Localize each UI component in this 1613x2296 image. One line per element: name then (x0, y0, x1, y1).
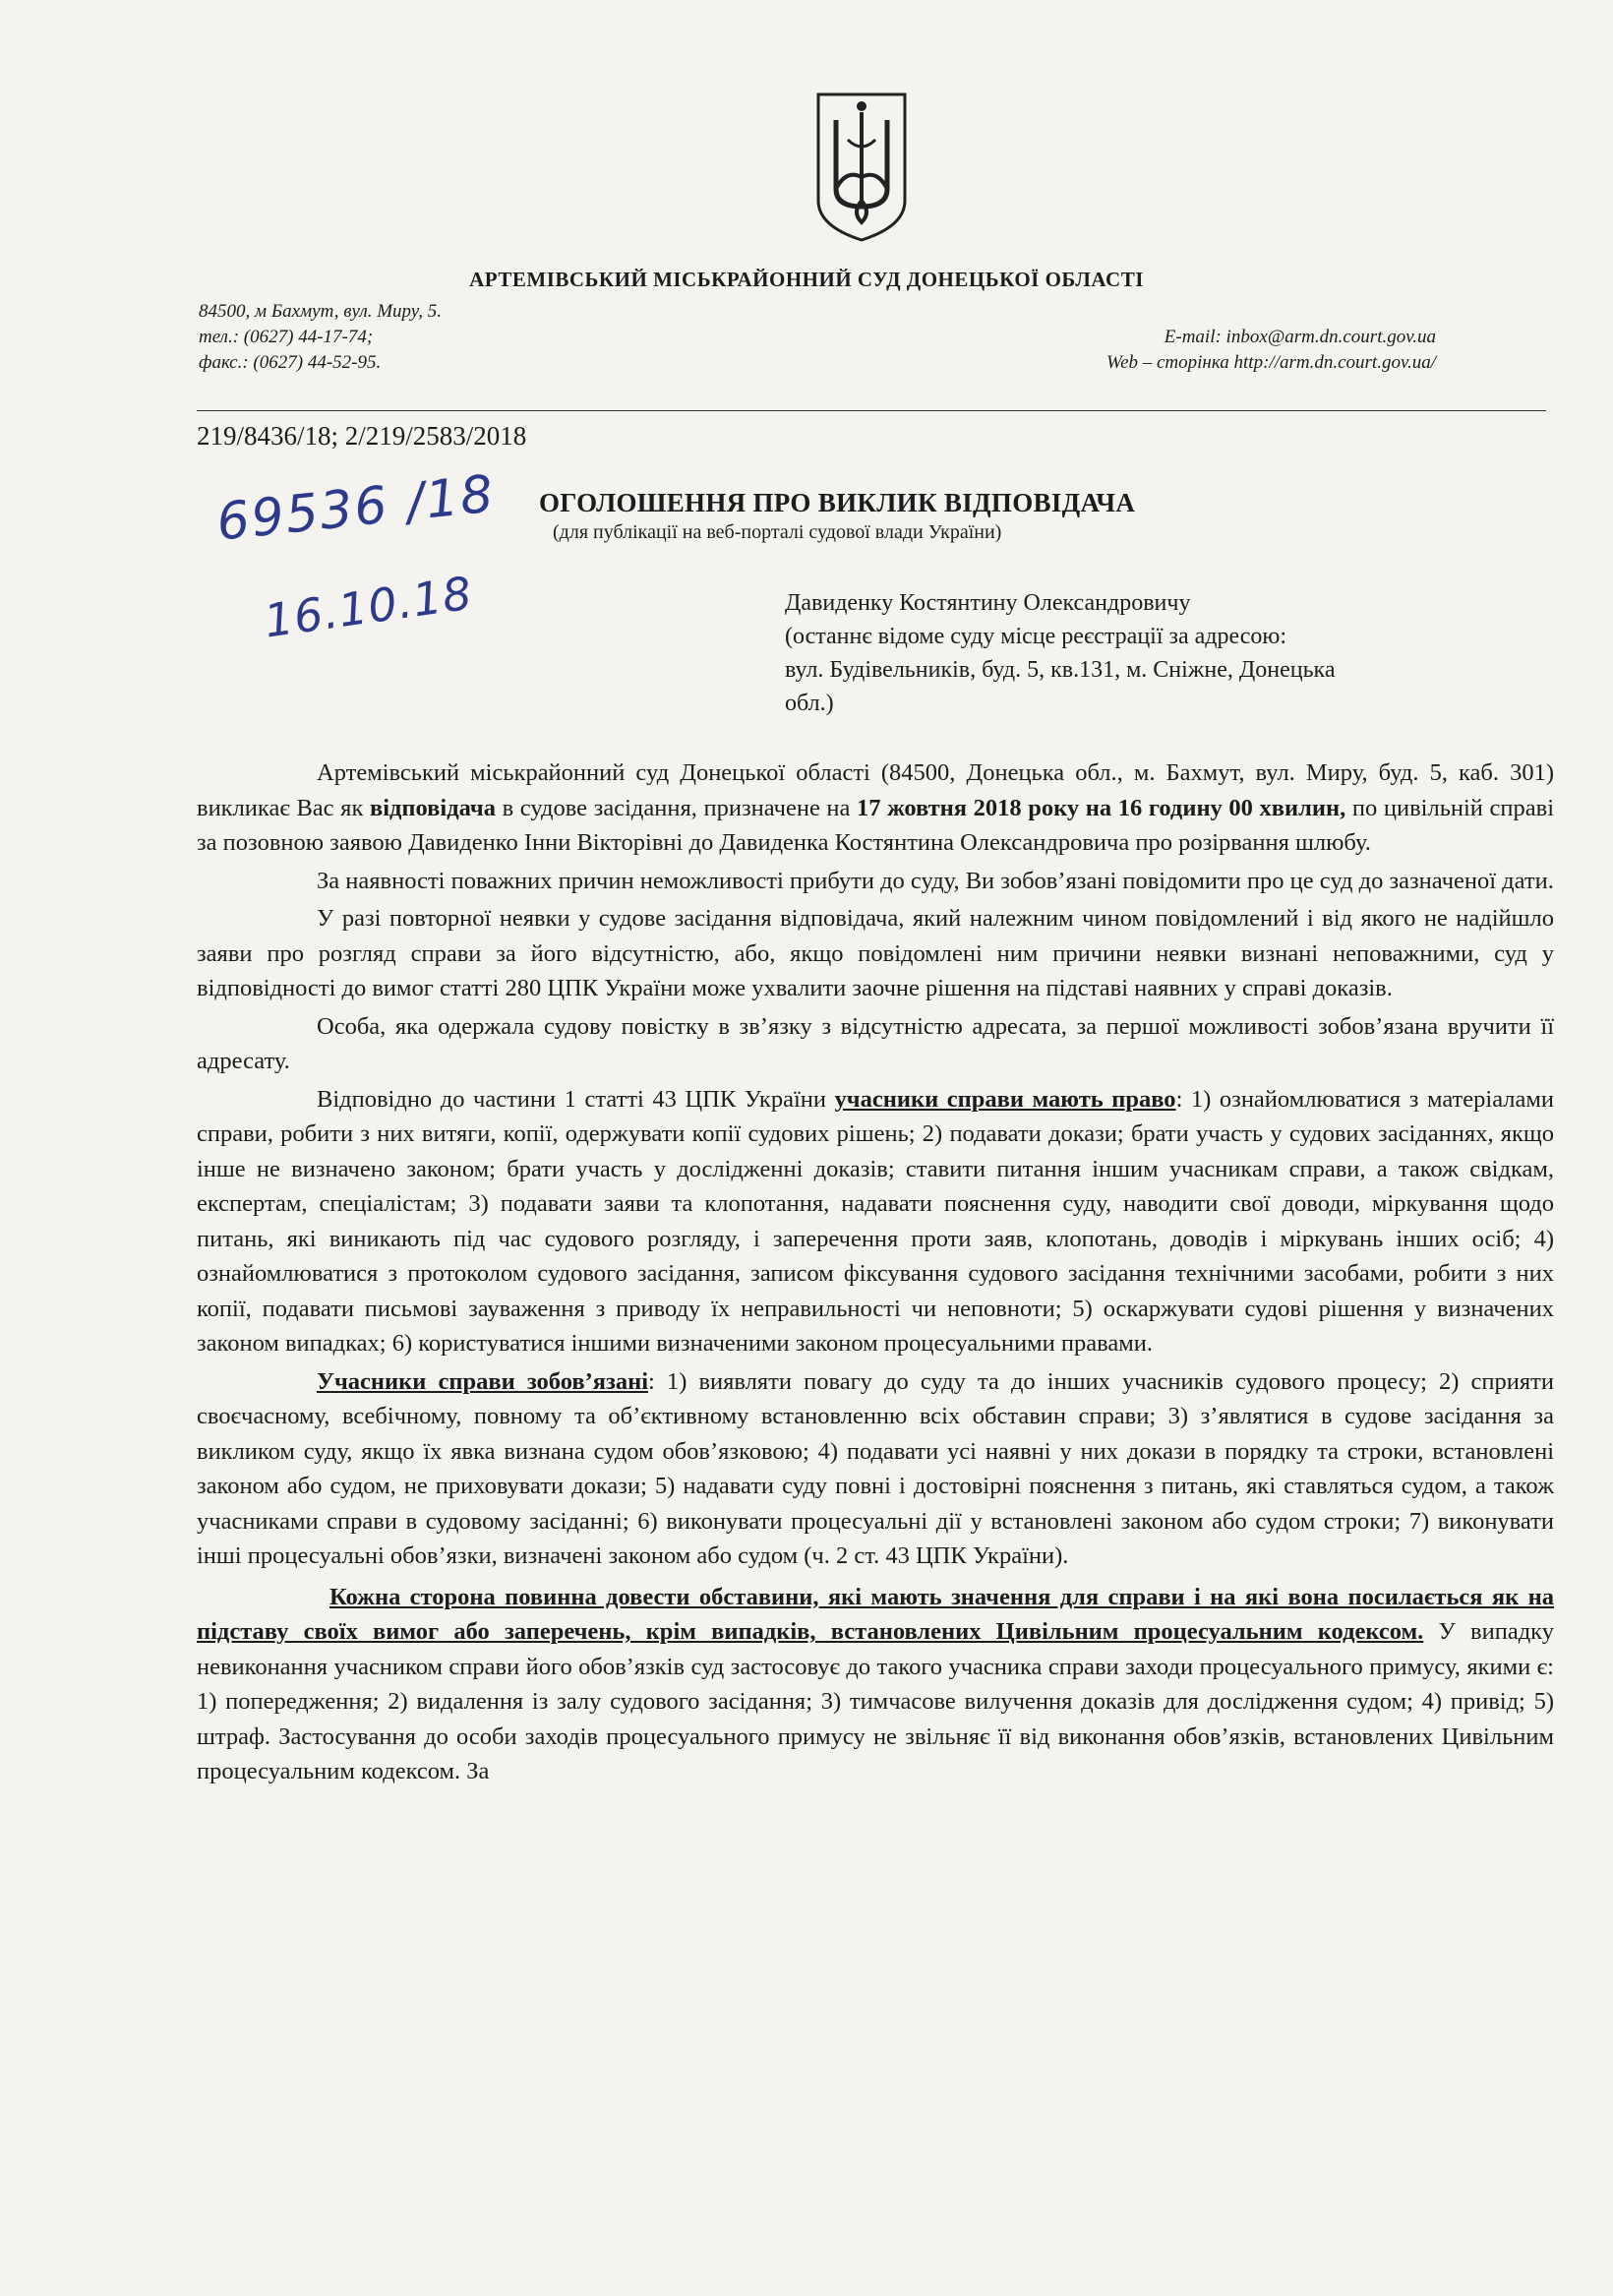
case-numbers: 219/8436/18; 2/219/2583/2018 (197, 421, 527, 451)
text-run: в судове засідання, призначене на (495, 794, 858, 821)
court-website: Web – сторінка http://arm.dn.court.gov.ua/ (1105, 352, 1436, 373)
addressee-block (785, 586, 1532, 720)
text-run: Відповідно до частини 1 статті 43 ЦПК України (317, 1085, 835, 1113)
text-run: : 1) виявляти повагу до суду та до інших учасників судового процесу; 2) сприяти своєчасному, всебічному, повному та об’єктивному встановленню всіх обставин справи; 3) з’являтися в судове засідання за викликом суду, якщо їх явка визнана судом обов’язковою; 4) подавати усі наявні у них докази в порядку та строки, встановлені законом або судом, не приховувати докази; 5) надавати суду повні і достовірні пояснення з питань, які ставляться судом, а також учасниками справи в судовому засіданні; 6) виконувати процесуальні дії у встановлені законом або судом строки; 7) виконувати інші процесуальні обов’язки, визначені законом або судом (ч. 2 ст. 43 ЦПК України). (197, 1367, 1554, 1569)
body-paragraph (197, 755, 1554, 861)
announcement-subtitle: (для публікації на веб-порталі судової влади України) (553, 521, 1002, 543)
body-paragraph: Особа, яка одержала судову повістку в зв’язку з відсутністю адресата, за першої можливості зобов’язана вручити її адресату. (197, 1012, 1554, 1074)
body-paragraph: У разі повторної неявки у судове засідання відповідача, який належним чином повідомлений і від якого не надійшло заяви про розгляд справи за його відсутністю, або, якщо повідомлені ним причини неявки визнані неповажними, суд у відповідності до вимог статті 280 ЦПК України може ухвалити заочне рішення на підставі наявних у справі доказів. (197, 905, 1554, 1001)
addressee-name: Давиденку Костянтину Олександровичу (785, 590, 1191, 616)
addressee-line: вул. Будівельників, буд. 5, кв.131, м. Сніжне, Донецька (785, 657, 1336, 683)
text-run-underlined: Кожна сторона повинна довести обставини, які мають значення для справи і на які вона посилається як на підставу своїх вимог або заперечень, крім випадків, встановлених Цивільним процесуальним кодексом. (197, 1583, 1554, 1645)
header-divider (197, 410, 1546, 411)
text-run: : 1) ознайомлюватися з матеріалами справи, робити з них витяги, копії, одержувати копії судових рішень; 2) подавати докази; брати участь у судових засіданнях, якщо інше не визначено законом; брати участь у дослідженні доказів; ставити питання іншим учасникам справи, а також свідкам, експертам, спеціалістам; 3) подавати заяви та клопотання, надавати пояснення суду, наводити свої доводи, міркування щодо питань, які виникають під час судового розгляду, і заперечення проти заяв, клопотань, доводів і міркувань інших осіб; 4) ознайомлюватися з протоколом судового засідання, записом фіксування судового засідання технічними засобами, робити з них копії, подавати письмові зауваження з приводу їх неправильності чи неповноти; 5) оскаржувати судові рішення у визначених законом випадках; 6) користуватися іншими визначеними законом процесуальними правами. (197, 1085, 1554, 1357)
announcement-title: ОГОЛОШЕННЯ ПРО ВИКЛИК ВІДПОВІДАЧА (539, 488, 1136, 517)
court-contacts-right (1106, 325, 1436, 376)
handwritten-incoming-number: 69536 /18 (213, 464, 498, 553)
court-contacts-left (199, 299, 442, 376)
court-phone: тел.: (0627) 44-17-74; (199, 327, 374, 347)
handwritten-date-mark: 16.10.18 (261, 566, 476, 648)
court-email: E-mail: inbox@arm.dn.court.gov.ua (1164, 327, 1436, 347)
announcement-body (197, 755, 1554, 1792)
text-run-underlined: учасники справи мають право (834, 1085, 1176, 1113)
court-name: АРТЕМІВСЬКИЙ МІСЬКРАЙОННИЙ СУД ДОНЕЦЬКОЇ ОБЛАСТІ (469, 268, 1144, 291)
hearing-datetime: 17 жовтня 2018 року на 16 годину 00 хвилин, (857, 794, 1346, 821)
coat-of-arms-emblem (812, 91, 911, 244)
text-run-underlined: Учасники справи зобов’язані (317, 1367, 649, 1395)
text-run: У випадку невиконання учасником справи його обов’язків суд застосовує до такого учасника справи заходи процесуального примусу, якими є: 1) попередження; 2) видалення із залу судового засідання; 3) тимчасове вилучення доказів для дослідження судом; 4) привід; 5) штраф. Застосування до особи заходів процесуального примусу не звільняє її від виконання обов’язків, встановлених Цивільним процесуальним кодексом. За (197, 1618, 1554, 1784)
body-paragraph: За наявності поважних причин неможливості прибути до суду, Ви зобов’язані повідомити про це суд до зазначеної дати. (317, 867, 1554, 894)
body-paragraph (197, 1364, 1554, 1574)
addressee-line: обл.) (785, 691, 834, 716)
court-address: 84500, м Бахмут, вул. Миру, 5. (199, 301, 443, 322)
addressee-line: (останнє відоме суду місце реєстрації за адресою: (785, 624, 1287, 649)
text-run: Артемівський міськрайонний суд Донецької області (84500, Донецька обл., м. Бахмут, вул. Миру, буд. 5, каб. 301) викликає Вас як (197, 759, 1554, 821)
body-paragraph (197, 1580, 1554, 1789)
text-run: по цивільній справі за позовною заявою Давиденко Інни Вікторівні до Давиденка Костянтина Олександровича про розірвання шлюбу. (197, 794, 1555, 856)
body-paragraph (197, 1082, 1554, 1361)
text-run-bold: відповідача (369, 794, 496, 821)
court-fax: факс.: (0627) 44-52-95. (199, 352, 382, 373)
